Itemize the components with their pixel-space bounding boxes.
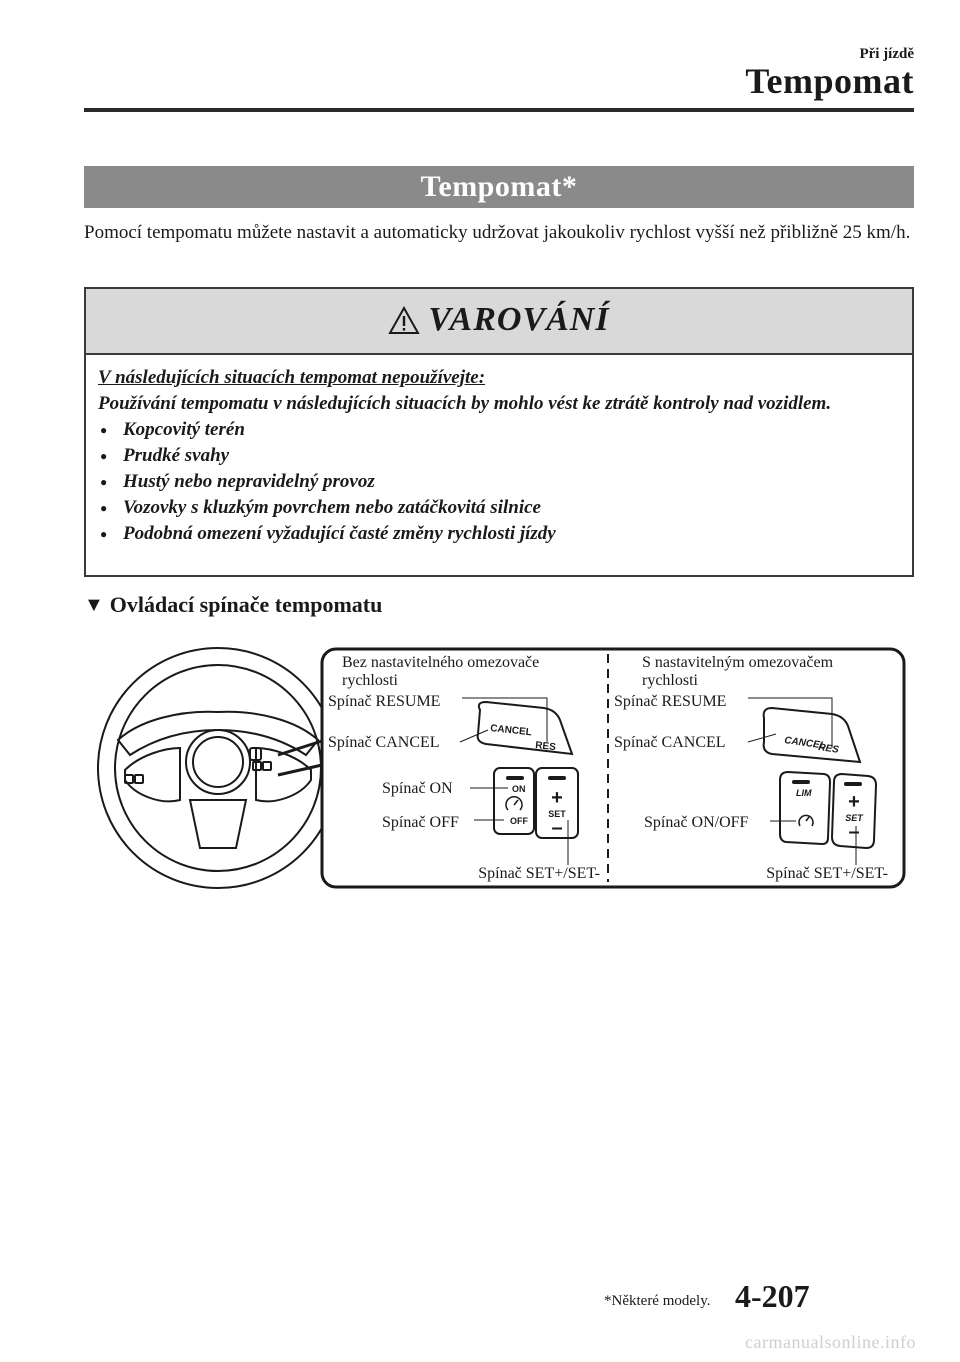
- on-indicator: [506, 776, 524, 780]
- left-heading-line1: Bez nastavitelného omezovače: [342, 654, 540, 671]
- label-resume-left: Spínač RESUME: [328, 693, 441, 710]
- lim-button-label: LIM: [796, 788, 812, 798]
- warning-header: [86, 289, 912, 355]
- label-onoff: Spínač ON/OFF: [644, 814, 749, 831]
- header-rule: [84, 108, 914, 112]
- label-resume-right: Spínač RESUME: [614, 693, 727, 710]
- warning-item: ● Kopcovitý terén: [98, 417, 898, 443]
- warning-body: [98, 365, 898, 547]
- warning-intro: V následujících situacích tempomat nepoužívejte:: [98, 367, 486, 388]
- warning-item: ● Hustý nebo nepravidelný provoz: [98, 469, 898, 495]
- cancel-button-label-right: CANCEL: [783, 735, 827, 752]
- detail-panel: [322, 649, 904, 887]
- lim-indicator: [792, 780, 810, 784]
- label-cancel-right: Spínač CANCEL: [614, 734, 726, 751]
- on-button-label: ON: [512, 784, 526, 794]
- label-set-left: Spínač SET+/SET-: [478, 865, 600, 882]
- set-button-label-right: SET: [845, 813, 863, 823]
- callout-connector: [278, 741, 322, 775]
- section-heading: [84, 592, 382, 618]
- set-indicator: [548, 776, 566, 780]
- label-cancel-left: Spínač CANCEL: [328, 734, 440, 751]
- triangle-down-icon: ▼: [84, 593, 104, 616]
- watermark-site: carmanualsonline.info: [745, 1332, 916, 1352]
- label-on: Spínač ON: [382, 780, 453, 797]
- section-banner: Tempomat*: [84, 166, 914, 208]
- right-heading-line1: S nastavitelným omezovačem: [642, 654, 834, 671]
- cancel-button-label: CANCEL: [489, 723, 533, 739]
- warning-list: [98, 417, 898, 547]
- right-heading-line2: rychlosti: [642, 672, 698, 689]
- page-number: 4-207: [735, 1278, 810, 1314]
- off-button-label: OFF: [510, 816, 528, 826]
- set-minus-sign-right: –: [848, 821, 860, 843]
- running-header-section: Při jízdě: [859, 46, 914, 62]
- running-header-title: Tempomat: [745, 61, 914, 101]
- label-set-right: Spínač SET+/SET-: [766, 865, 888, 882]
- set-indicator-right: [844, 782, 862, 786]
- set-plus-sign: +: [551, 787, 563, 809]
- warning-title: VAROVÁNÍ: [428, 301, 610, 338]
- label-off: Spínač OFF: [382, 814, 459, 831]
- left-heading-line2: rychlosti: [342, 672, 398, 689]
- warning-item: ● Prudké svahy: [98, 443, 898, 469]
- steering-wheel-illustration: [98, 648, 338, 888]
- warning-text: Používání tempomatu v následujících situacích by mohlo vést ke ztrátě kontroly nad vozidlem.: [98, 393, 832, 414]
- warning-box: [84, 287, 914, 577]
- set-minus-sign: –: [551, 817, 563, 839]
- intro-paragraph: Pomocí tempomatu můžete nastavit a automaticky udržovat jakoukoliv rychlost vyšší než přibližně 25 km/h.: [84, 222, 911, 243]
- warning-item: ● Podobná omezení vyžadující časté změny rychlosti jízdy: [98, 521, 898, 547]
- section-heading-text: Ovládací spínače tempomatu: [109, 592, 383, 617]
- set-plus-sign-right: +: [848, 791, 860, 813]
- warning-item: ● Vozovky s kluzkým povrchem nebo zatáčkovitá silnice: [98, 495, 898, 521]
- res-button-label: RES: [534, 740, 557, 754]
- footnote: *Některé modely.: [604, 1293, 711, 1309]
- res-button-label-right: RES: [817, 742, 840, 756]
- set-button-label: SET: [548, 809, 566, 819]
- cruise-control-diagram: [80, 630, 920, 900]
- warning-triangle-icon: [388, 306, 420, 335]
